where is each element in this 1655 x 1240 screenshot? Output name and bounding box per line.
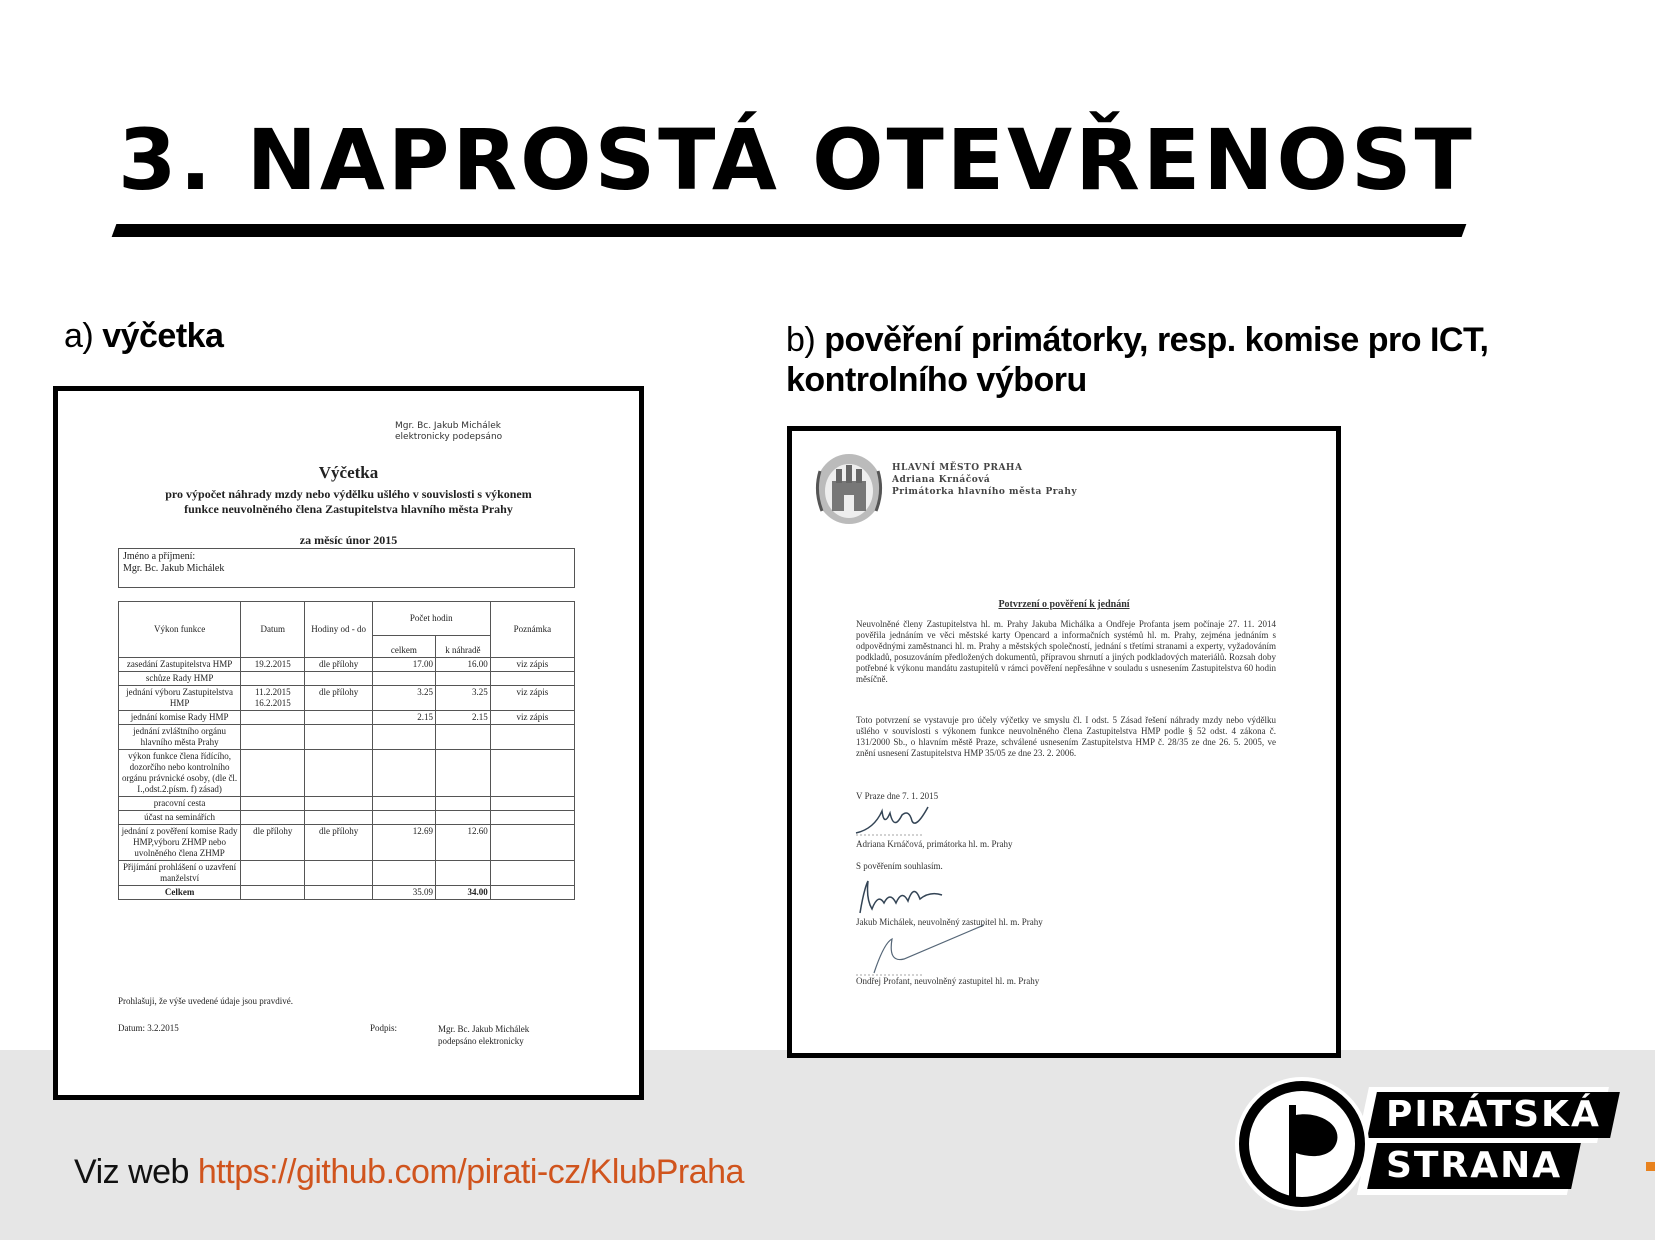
cell-date bbox=[241, 750, 305, 797]
github-link[interactable]: https://github.com/pirati-cz/KlubPraha bbox=[197, 1153, 744, 1191]
header-hour-count: Počet hodin bbox=[372, 602, 490, 636]
cell-hours bbox=[305, 711, 372, 725]
cell-function: jednání z pověření komise Rady HMP,výboru ZHMP nebo uvolněného člena ZHMP bbox=[119, 825, 241, 861]
cell-hours: dle přílohy bbox=[305, 658, 372, 672]
cell-date bbox=[241, 811, 305, 825]
confirmation-paragraph-1: Neuvolněné členy Zastupitelstva hl. m. Prahy Jakuba Michálka a Ondřeje Profanta jsem počínaje 27. 11. 2014 pověřila jednáním ve věci městské karty Opencard a informačních systémů hl. m. Prahy, zejména jednáním s odpovědnými zaměstnanci hl. m. Prahy a městských společností, jednání s třetími stranami a experty, vyžadováním podkladů, posuzováním předložených dokumentů, přípravou shrnutí a jiných podkladových materiálů. Rozsah doby potřebné k výkonu mandátu zastupitelů v rámci pověření nepřesáhne v souladu s usnesením Zastupitelstva 60 hodin měsíčně. bbox=[856, 619, 1276, 684]
confirmation-paragraph-2: Toto potvrzení se vystavuje pro účely výčetky ve smyslu čl. I odst. 5 Zásad řešení náhrady mzdy nebo výdělku ušlého v souvislosti s výkonem funkce neuvolněného člena Zastupitelstva HMP podle § 52 odst. 4 zákona č. 131/2000 Sb., o hlavním městě Praze, schválené usnesením Zastupitelstva HMP č. 28/35 ze dne 26. 5. 2005, ve znění usnesení Zastupitelstva HMP 35/05 ze dne 23. 2. 2006. bbox=[856, 715, 1276, 758]
header-function: Výkon funkce bbox=[119, 602, 241, 658]
vycetka-month: za měsíc únor 2015 bbox=[299, 533, 398, 547]
cell-date: 11.2.2015 16.2.2015 bbox=[241, 686, 305, 711]
footer-web-line bbox=[74, 1153, 744, 1192]
cell-hours: dle přílohy bbox=[305, 825, 372, 861]
cell-total bbox=[372, 725, 435, 750]
cell-total bbox=[372, 861, 435, 886]
cell-hours bbox=[305, 750, 372, 797]
cell-comp bbox=[435, 672, 490, 686]
cell-date bbox=[241, 672, 305, 686]
table-row bbox=[119, 811, 575, 825]
cell-comp bbox=[435, 797, 490, 811]
cell-function: zasedání Zastupitelstva HMP bbox=[119, 658, 241, 672]
footer-signer bbox=[438, 1023, 529, 1047]
vycetka-document bbox=[53, 386, 644, 1100]
name-box bbox=[118, 548, 575, 588]
total-label: Celkem bbox=[119, 886, 241, 900]
electronic-signature bbox=[395, 421, 502, 443]
footer-signer-name: Mgr. Bc. Jakub Michálek bbox=[438, 1024, 530, 1034]
vycetka-table bbox=[118, 601, 575, 900]
header-compensation: k náhradě bbox=[435, 636, 490, 658]
cell-function: jednání komise Rady HMP bbox=[119, 711, 241, 725]
cell-date bbox=[241, 797, 305, 811]
cell-hours bbox=[305, 725, 372, 750]
cell-note bbox=[490, 861, 574, 886]
name-value: Mgr. Bc. Jakub Michálek bbox=[123, 563, 225, 574]
cell-hours bbox=[305, 797, 372, 811]
vycetka-title: Výčetka bbox=[318, 463, 379, 482]
letterhead-name: Adriana Krnáčová bbox=[892, 475, 991, 485]
cell-note bbox=[490, 725, 574, 750]
signature-profant bbox=[854, 923, 994, 979]
section-a-label bbox=[64, 316, 223, 356]
cell-total bbox=[372, 750, 435, 797]
table-row bbox=[119, 797, 575, 811]
vycetka-subtitle: pro výpočet náhrady mzdy nebo výdělku ušlého v souvislosti s výkonem funkce neuvolněného člena Zastupitelstva hlavního města Prahy bbox=[165, 487, 532, 516]
logo-word-piratska: PIRÁTSKÁ bbox=[1367, 1092, 1620, 1138]
accent-mark bbox=[1646, 1162, 1655, 1171]
table-row bbox=[119, 672, 575, 686]
title-underline bbox=[112, 224, 1467, 237]
cell-note: viz zápis bbox=[490, 686, 574, 711]
cell-note bbox=[490, 811, 574, 825]
cell-function: jednání výboru Zastupitelstva HMP bbox=[119, 686, 241, 711]
cell-date bbox=[241, 725, 305, 750]
cell-note bbox=[490, 750, 574, 797]
cell-note bbox=[490, 825, 574, 861]
cell-function: účast na seminářích bbox=[119, 811, 241, 825]
cell-total bbox=[372, 672, 435, 686]
logo-word-strana: STRANA bbox=[1367, 1143, 1581, 1189]
cell-comp: 3.25 bbox=[435, 686, 490, 711]
cell-hours bbox=[305, 861, 372, 886]
pirate-flag-icon bbox=[1255, 1093, 1357, 1203]
signer-3: Ondřej Profant, neuvolněný zastupitel hl. m. Prahy bbox=[856, 976, 1040, 986]
cell-date bbox=[241, 861, 305, 886]
total-compensation: 34.00 bbox=[435, 886, 490, 900]
cell-comp bbox=[435, 750, 490, 797]
letterhead-role: Primátorka hlavního města Prahy bbox=[892, 487, 1078, 497]
signature-krnacova bbox=[854, 803, 954, 837]
cell-date bbox=[241, 711, 305, 725]
cell-function: pracovní cesta bbox=[119, 797, 241, 811]
cell-total: 2.15 bbox=[372, 711, 435, 725]
cell-function: výkon funkce člena řídícího, dozorčího nebo kontrolního orgánu právnické osoby, (dle čl. I.,odst.2.písm. f) zásad) bbox=[119, 750, 241, 797]
header-note: Poznámka bbox=[490, 602, 574, 658]
footer-signer-note: podepsáno elektronicky bbox=[438, 1036, 524, 1046]
cell-note: viz zápis bbox=[490, 711, 574, 725]
cell-total: 3.25 bbox=[372, 686, 435, 711]
letterhead bbox=[892, 462, 1077, 498]
cell-total bbox=[372, 811, 435, 825]
logo-circle bbox=[1235, 1077, 1369, 1211]
table-row bbox=[119, 750, 575, 797]
table-row bbox=[119, 725, 575, 750]
cell-total bbox=[372, 797, 435, 811]
cell-hours bbox=[305, 811, 372, 825]
declaration: Prohlašuji, že výše uvedené údaje jsou pravdivé. bbox=[118, 996, 293, 1006]
cell-comp bbox=[435, 811, 490, 825]
section-a-title: výčetka bbox=[102, 317, 224, 355]
cell-total: 17.00 bbox=[372, 658, 435, 672]
cell-comp: 16.00 bbox=[435, 658, 490, 672]
header-hours: Hodiny od - do bbox=[305, 602, 372, 658]
letterhead-city: HLAVNÍ MĚSTO PRAHA bbox=[892, 463, 1023, 473]
table-row bbox=[119, 686, 575, 711]
cell-hours: dle přílohy bbox=[305, 686, 372, 711]
cell-date: 19.2.2015 bbox=[241, 658, 305, 672]
cell-comp bbox=[435, 861, 490, 886]
signature-name: Mgr. Bc. Jakub Michálek bbox=[395, 421, 501, 431]
cell-note: viz zápis bbox=[490, 658, 574, 672]
prague-coat-of-arms-icon bbox=[814, 451, 884, 527]
cell-comp bbox=[435, 725, 490, 750]
cell-comp: 12.60 bbox=[435, 825, 490, 861]
signer-1: Adriana Krnáčová, primátorka hl. m. Prahy bbox=[856, 839, 1013, 849]
place-date: V Praze dne 7. 1. 2015 bbox=[856, 791, 939, 801]
name-label: Jméno a příjmení: bbox=[123, 551, 196, 562]
document-date: Datum: 3.2.2015 bbox=[118, 1023, 179, 1033]
cell-comp: 2.15 bbox=[435, 711, 490, 725]
section-b-title: pověření primátorky, resp. komise pro ICT, kontrolního výboru bbox=[786, 321, 1489, 399]
signature-note: elektronicky podepsáno bbox=[395, 432, 503, 442]
section-a-prefix: a) bbox=[64, 317, 94, 355]
consent-line: S pověřením souhlasím. bbox=[856, 861, 943, 871]
table-row bbox=[119, 861, 575, 886]
cell-function: Přijímání prohlášení o uzavření manželství bbox=[119, 861, 241, 886]
cell-total: 12.69 bbox=[372, 825, 435, 861]
pirate-party-logo bbox=[1235, 1077, 1615, 1211]
confirmation-heading: Potvrzení o pověření k jednání bbox=[998, 599, 1130, 610]
confirmation-document bbox=[787, 426, 1341, 1058]
total-sum: 35.09 bbox=[372, 886, 435, 900]
page-title: 3. NAPROSTÁ OTEVŘENOST bbox=[118, 111, 1475, 209]
cell-note bbox=[490, 672, 574, 686]
section-b-label bbox=[786, 320, 1606, 400]
cell-hours bbox=[305, 672, 372, 686]
signature-label: Podpis: bbox=[370, 1023, 398, 1033]
cell-function: schůze Rady HMP bbox=[119, 672, 241, 686]
cell-date: dle přílohy bbox=[241, 825, 305, 861]
table-row bbox=[119, 711, 575, 725]
header-date: Datum bbox=[241, 602, 305, 658]
signature-michalek bbox=[850, 879, 960, 915]
table-row bbox=[119, 658, 575, 672]
cell-note bbox=[490, 797, 574, 811]
footer-prefix: Viz web bbox=[74, 1153, 198, 1191]
signer-2: Jakub Michálek, neuvolněný zastupitel hl. m. Prahy bbox=[856, 917, 1043, 927]
cell-function: jednání zvláštního orgánu hlavního města Prahy bbox=[119, 725, 241, 750]
section-b-prefix: b) bbox=[786, 321, 816, 359]
table-row bbox=[119, 825, 575, 861]
header-total: celkem bbox=[372, 636, 435, 658]
